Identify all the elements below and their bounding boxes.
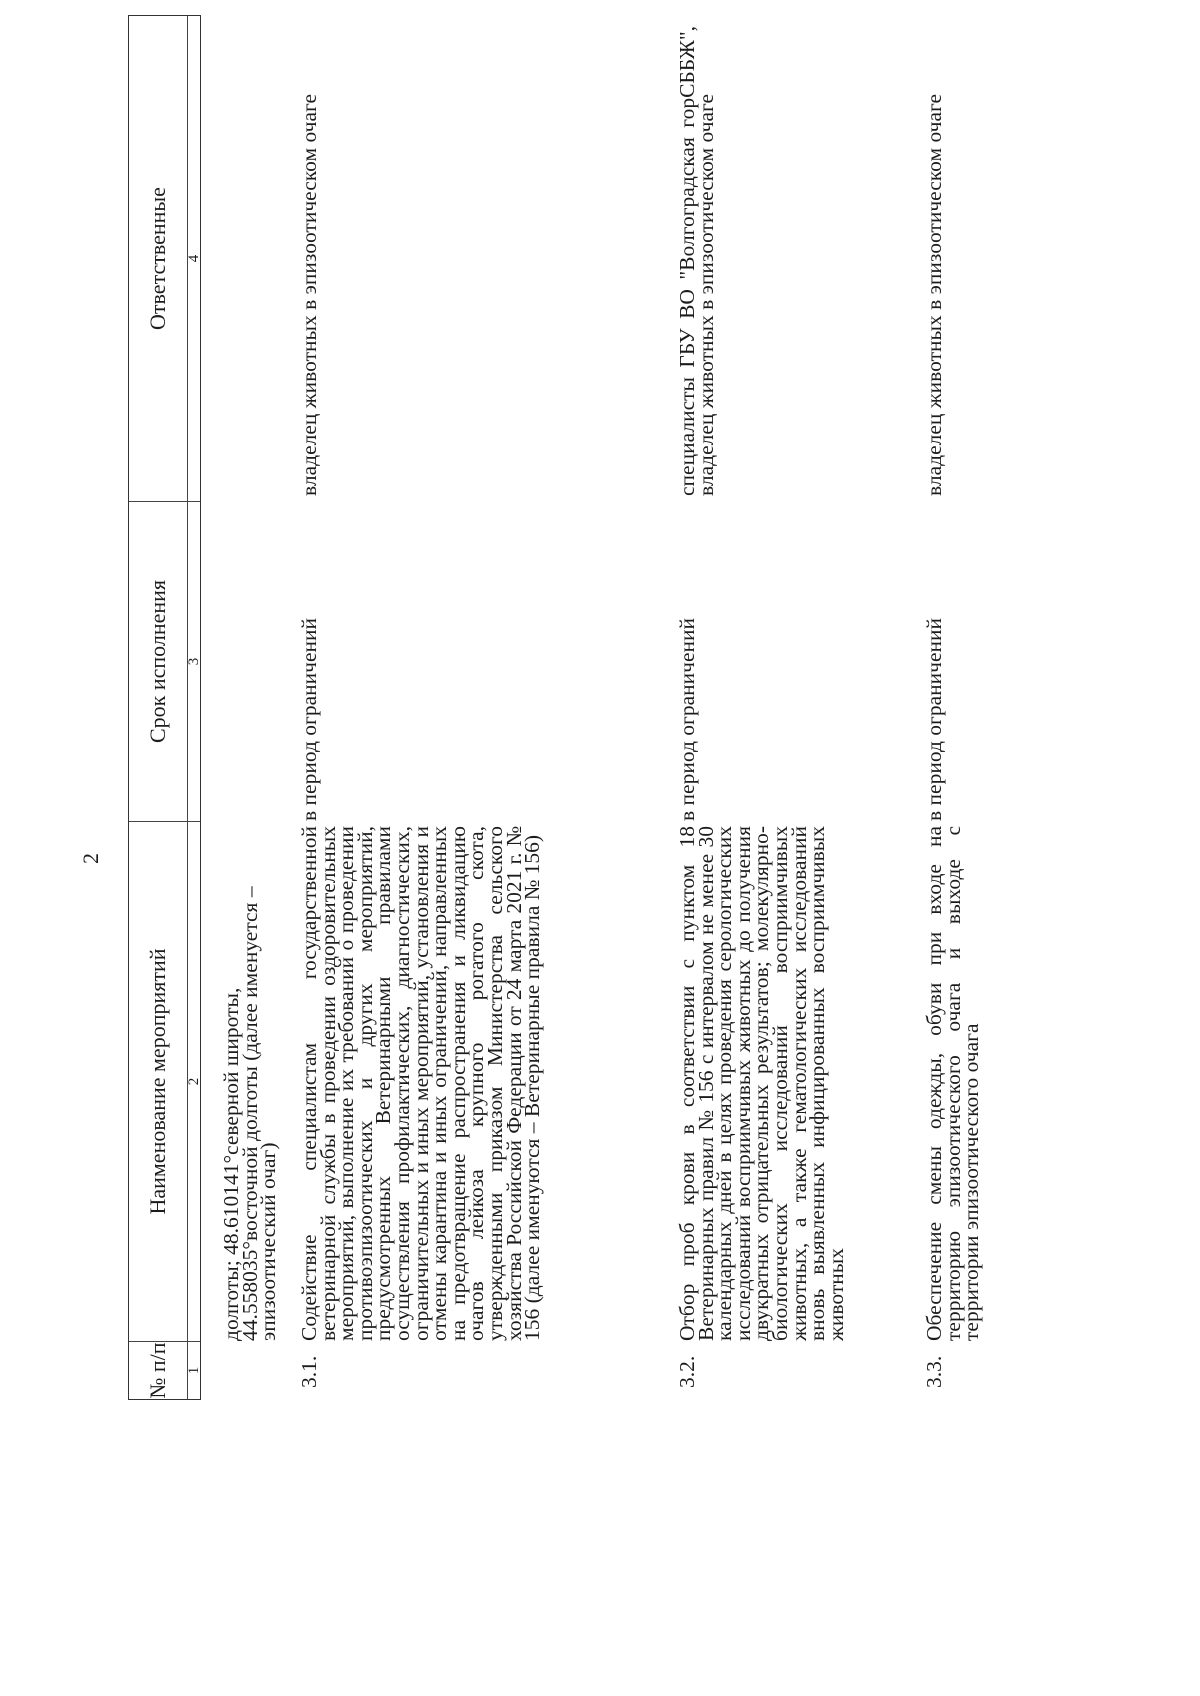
header-num: № п/п bbox=[129, 1341, 187, 1399]
row-resp-3-1: владелец животных в эпизоотическом очаге bbox=[297, 93, 321, 496]
row-number-3-1: 3.1. bbox=[297, 1355, 321, 1388]
column-number-4: 4 bbox=[187, 16, 200, 501]
row-term-3-1: в период ограничений bbox=[297, 617, 321, 821]
row-number-3-3: 3.3. bbox=[922, 1355, 946, 1388]
header-term: Срок исполнения bbox=[129, 501, 187, 821]
table-header bbox=[128, 15, 201, 1400]
row-name-3-2: Отбор проб крови в соответствии с пунктом 18 Ветеринарных правил № 156 с интервалом не менее 30 календарных дней в целях проведения серологических исследований восприимчивых животных до получения двукратных отрицательных результатов; молекулярно-биологических исследований восприимчивых животных, а также гематологических исследований вновь выявленных инфицированных восприимчивых животных bbox=[675, 826, 848, 1341]
row-name-3-1: Содействие специалистам государственной ветеринарной службы в проведении оздоровительных мероприятий, выполнение их требований о проведении противоэпизоотических и других мероприятий, предусмотренных Ветеринарными правилами осуществления профилактических, диагностических, ограничительных и иных мероприятий, установления и отмены карантина и иных ограничений, направленных на предотвращение распространения и ликвидацию очагов лейкоза крупного рогатого скота, утвержденными приказом Министерства сельского хозяйства Российской Федерации от 24 марта 2021 г. № 156 (далее именуются – Ветеринарные правила № 156) bbox=[297, 826, 545, 1341]
row-resp-3-3: владелец животных в эпизоотическом очаге bbox=[922, 93, 946, 496]
row-term-3-2: в период ограничений bbox=[675, 617, 699, 821]
column-number-3: 3 bbox=[187, 501, 200, 821]
row-name-3-3: Обеспечение смены одежды, обуви при входе на территорию эпизоотического очага и выходе с территории эпизоотического очага bbox=[922, 826, 984, 1341]
page-number: 2 bbox=[78, 853, 103, 864]
column-number-2: 2 bbox=[187, 821, 200, 1341]
header-resp: Ответственные bbox=[145, 187, 170, 330]
header-name: Наименование мероприятий bbox=[129, 821, 187, 1341]
row-resp-3-2: специалисты ГБУ ВО "Волгоградская горСББЖ", владелец животных в эпизоотическом очаге bbox=[675, 26, 718, 496]
column-number-1: 1 bbox=[187, 1341, 200, 1399]
continuation-text: долготы; 48.610141°северной широты, 44.558035°восточной долготы (далее именуется – эпизоотический очаг) bbox=[219, 886, 281, 1341]
row-number-3-2: 3.2. bbox=[675, 1355, 699, 1388]
row-term-3-3: в период ограничений bbox=[922, 617, 946, 821]
